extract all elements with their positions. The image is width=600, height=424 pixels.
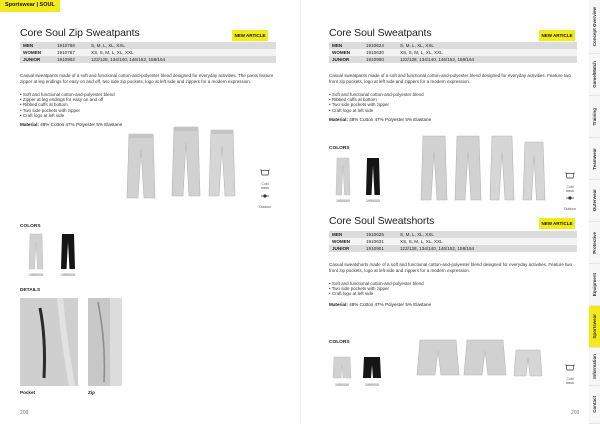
color-swatch-grey[interactable]	[28, 233, 44, 271]
tab-concept-overview[interactable]	[589, 0, 600, 54]
tab-label: Outerwear	[592, 189, 597, 212]
spec-code: 1910625	[363, 231, 397, 238]
care-label: Outdoor	[563, 207, 577, 211]
product-image-back	[453, 134, 483, 204]
wash-icon	[260, 169, 270, 176]
material-line	[329, 302, 431, 307]
tab-equipment[interactable]	[589, 264, 600, 306]
spec-code: 1910902	[54, 56, 88, 63]
page-number: 209	[571, 410, 580, 416]
tab-outerwear[interactable]	[589, 180, 600, 222]
spec-code: 1910624	[363, 42, 397, 49]
tab-contact[interactable]	[589, 386, 600, 424]
outdoor-icon	[565, 195, 575, 201]
spec-label: JUNIOR	[329, 245, 363, 252]
swatch-code: 1950000	[29, 273, 43, 277]
spec-label: WOMEN	[20, 49, 54, 56]
feature-item: • Two side pockets with zipper	[329, 102, 509, 107]
material-label: Material:	[20, 122, 39, 127]
material-label: Material:	[329, 117, 348, 122]
tab-label: Protective	[592, 231, 597, 254]
spec-code: 1910631	[363, 238, 397, 245]
spec-row-men	[329, 42, 577, 49]
product-image-women	[206, 128, 238, 200]
spec-sizes: XS, S, M, L, XL, XXL	[397, 238, 577, 245]
spec-sizes: XS, S, M, L, XL, XXL	[88, 49, 276, 56]
spec-label: WOMEN	[329, 49, 363, 56]
new-article-badge: NEW ARTICLE	[232, 30, 268, 41]
care-label: Outdoor	[258, 205, 272, 209]
spec-row-women	[20, 49, 276, 56]
care-icon-outdoor	[563, 188, 577, 211]
product-image-women	[487, 134, 517, 204]
spec-code: 1910766	[54, 42, 88, 49]
tab-game-match[interactable]	[589, 54, 600, 96]
detail-image-zip	[88, 298, 122, 386]
colors-heading: COLORS	[329, 340, 350, 345]
product-title: Core Soul Sweatshorts	[329, 215, 435, 227]
section-tag: Sportswear | SOUL	[0, 0, 60, 12]
spec-label: WOMEN	[329, 238, 363, 245]
product-description: Casual sweatpants made of a soft and functional cotton-and-polyester blend designed for everyday activities. The pants feature zipper at leg endings for easy on and off, two side zip pockets, logo at left side and zippers for a modern expression.	[20, 73, 274, 84]
swatch-code: 1999000	[366, 199, 380, 203]
swatch-code: 1950000	[335, 383, 349, 387]
spec-label: JUNIOR	[329, 56, 363, 63]
feature-item: • Craft logo at left side	[20, 113, 220, 118]
colors-heading: COLORS	[329, 146, 350, 151]
spec-table	[20, 42, 276, 63]
spec-table	[329, 231, 577, 252]
tab-label: Sportswear	[592, 314, 597, 339]
product-description: Casual sweatshorts made of a soft and functional cotton-and-polyester blend designed for everyday activities. Feature two front zip pockets, logo at left side and zippers for a modern expression.	[329, 262, 573, 273]
colors-heading: COLORS	[20, 224, 41, 229]
feature-item: • Ribbed cuffs at bottom	[329, 97, 509, 102]
feature-item: • Craft logo at left side	[329, 108, 509, 113]
tab-label: Training	[592, 107, 597, 126]
product-image-back	[170, 125, 202, 200]
product-image-front	[416, 338, 460, 378]
color-swatch-black[interactable]	[60, 233, 76, 271]
feature-item: • Two side pockets with zipper	[20, 108, 220, 113]
product-image-front	[125, 132, 157, 202]
product-image-front	[419, 134, 449, 204]
new-article-badge: NEW ARTICLE	[539, 218, 575, 229]
wash-icon	[565, 172, 575, 179]
spec-sizes: 122/128, 134/140, 146/152, 158/164	[88, 56, 276, 63]
detail-image-pocket	[20, 298, 78, 386]
color-swatch-black[interactable]	[365, 157, 381, 197]
spec-sizes: S, M, L, XL, XXL	[397, 231, 577, 238]
tab-sportswear[interactable]	[589, 306, 600, 348]
feature-item: • Ribbed cuffs at bottom	[20, 102, 220, 107]
spec-sizes: 122/128, 134/140, 146/152, 158/164	[397, 56, 577, 63]
material-label: Material:	[329, 302, 348, 307]
product-image-back	[463, 338, 507, 378]
spec-code: 1910901	[363, 245, 397, 252]
material-line	[20, 122, 122, 127]
pocket-detail	[20, 298, 78, 386]
spec-label: JUNIOR	[20, 56, 54, 63]
spec-sizes: S, M, L, XL, XXL	[397, 42, 577, 49]
spec-sizes: 122/128, 134/140, 146/152, 158/164	[397, 245, 577, 252]
tab-label: Contact	[592, 396, 597, 413]
spec-row-men	[20, 42, 276, 49]
wash-icon	[565, 364, 575, 371]
care-label: Cold wash	[566, 185, 574, 193]
swatch-code: 1999000	[61, 273, 75, 277]
tab-training[interactable]	[589, 96, 600, 138]
product-title: Core Soul Sweatpants	[329, 27, 432, 39]
detail-caption-pocket: Pocket	[20, 390, 36, 395]
material-value: 48% Cotton 47% Polyester 5% Elastane	[349, 117, 432, 122]
feature-list	[329, 281, 509, 297]
care-label: Cold wash	[566, 377, 574, 385]
spec-code: 1910900	[363, 56, 397, 63]
tab-protective[interactable]	[589, 222, 600, 264]
feature-list	[329, 92, 509, 113]
color-swatch-grey[interactable]	[335, 157, 351, 197]
material-value: 48% Cotton 47% Polyester 5% Elastane	[40, 122, 123, 127]
spec-row-women	[329, 49, 577, 56]
side-tab-nav	[589, 0, 600, 424]
feature-item: • Zipper at leg endings for easy on and off	[20, 97, 220, 102]
spec-label: MEN	[329, 231, 363, 238]
new-article-badge: NEW ARTICLE	[539, 30, 575, 41]
spec-code: 1910630	[363, 49, 397, 56]
color-swatch-black[interactable]	[362, 356, 382, 380]
spec-sizes: XS, S, M, L, XL, XXL	[397, 49, 577, 56]
feature-item: • Craft logo at left side	[329, 291, 509, 296]
care-icon-cold-wash	[563, 358, 577, 385]
color-swatch-grey[interactable]	[332, 356, 352, 380]
product-title: Core Soul Zip Sweatpants	[20, 27, 140, 39]
feature-item: • Soft and functional cotton-and-polyester blend	[20, 92, 220, 97]
feature-list	[20, 92, 220, 118]
zip-detail	[88, 298, 122, 386]
spec-row-men	[329, 231, 577, 238]
product-image-junior	[521, 140, 547, 204]
tab-information[interactable]	[589, 348, 600, 386]
spec-row-junior	[329, 56, 577, 63]
spec-row-junior	[329, 245, 577, 252]
tab-label: Concept Overview	[592, 6, 597, 47]
spec-table	[329, 42, 577, 63]
product-image-junior	[513, 348, 543, 378]
swatch-code: 1950000	[336, 199, 350, 203]
feature-item: • Soft and functional cotton-and-polyester blend	[329, 92, 509, 97]
feature-item: • Two side pockets with zipper	[329, 286, 509, 291]
swatch-code: 1999000	[365, 383, 379, 387]
details-heading: DETAILS	[20, 288, 41, 293]
spec-row-junior	[20, 56, 276, 63]
care-icon-outdoor	[258, 186, 272, 209]
material-line	[329, 117, 431, 122]
page-number: 208	[20, 410, 29, 416]
product-description: Casual sweatpants made of a soft and functional cotton-and-polyester blend designed for everyday activities. Feature two front zip pockets, logo at left side and zippers for a modern expression.	[329, 73, 571, 84]
right-page	[300, 0, 600, 424]
spec-sizes: S, M, L, XL, XXL	[88, 42, 276, 49]
material-value: 48% Cotton 47% Polyester 5% Elastane	[349, 302, 432, 307]
spec-label: MEN	[329, 42, 363, 49]
tab-label: Information	[592, 354, 597, 379]
spec-label: MEN	[20, 42, 54, 49]
tab-label: Teamwear	[592, 147, 597, 170]
tab-label: Game/Match	[592, 61, 597, 88]
spec-code: 1910767	[54, 49, 88, 56]
tab-teamwear[interactable]	[589, 138, 600, 180]
tab-label: Equipment	[592, 272, 597, 297]
spec-row-women	[329, 238, 577, 245]
feature-item: • Soft and functional cotton-and-polyester blend	[329, 281, 509, 286]
outdoor-icon	[260, 193, 270, 199]
detail-caption-zip: Zip	[88, 390, 95, 395]
care-label: Cold wash	[261, 182, 269, 190]
